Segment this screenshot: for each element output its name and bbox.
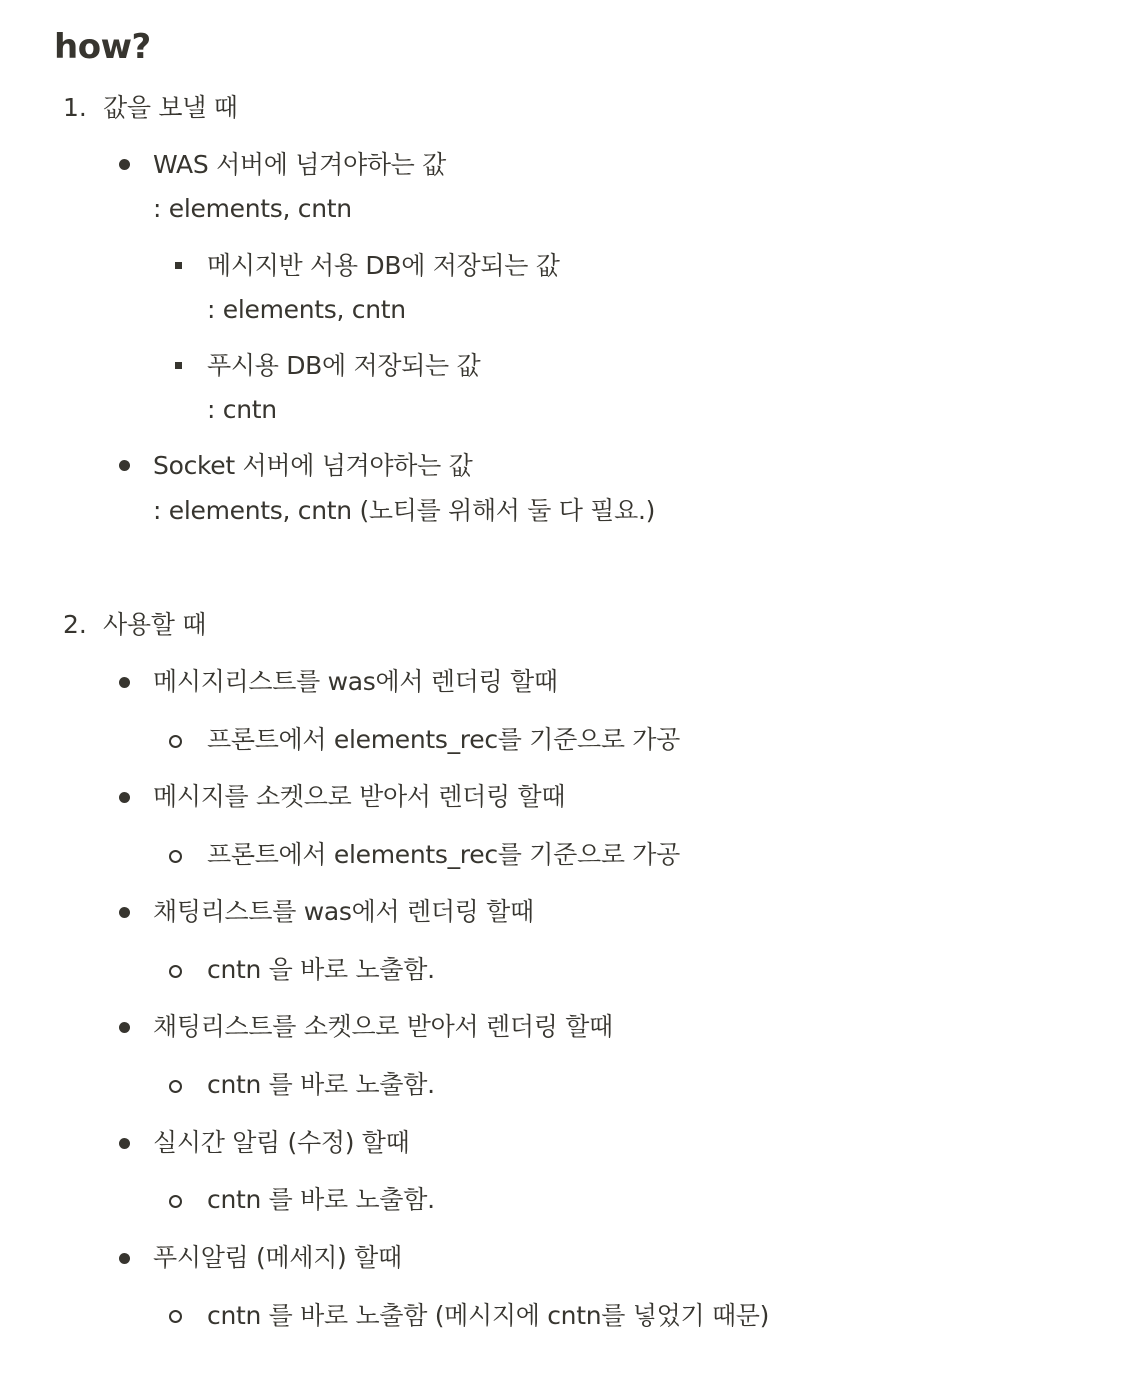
list-item-text: : cntn bbox=[207, 395, 277, 424]
list-item-text: : elements, cntn bbox=[153, 194, 352, 223]
bullet-square bbox=[175, 262, 182, 269]
list-item-text: 채팅리스트를 was에서 렌더링 할때 bbox=[153, 897, 534, 926]
list-item-text: : elements, cntn (노티를 위해서 둘 다 필요.) bbox=[153, 496, 656, 525]
list-item-text: 푸시알림 (메세지) 할때 bbox=[153, 1243, 402, 1272]
section1-title: 값을 보낼 때 bbox=[103, 93, 238, 122]
list-item-text: 메시지를 소켓으로 받아서 렌더링 할때 bbox=[153, 782, 566, 811]
bullet-dot bbox=[119, 677, 130, 688]
bullet-square bbox=[175, 362, 182, 369]
bullet-circle bbox=[169, 735, 182, 748]
bullet-circle bbox=[169, 965, 182, 978]
list-item-text: 프론트에서 elements_rec를 기준으로 가공 bbox=[207, 840, 681, 869]
list-item-text: cntn 을 바로 노출함. bbox=[207, 955, 435, 984]
bullet-dot bbox=[119, 907, 130, 918]
bullet-dot bbox=[119, 1022, 130, 1033]
list-item-text: cntn 를 바로 노출함 (메시지에 cntn를 넣었기 때문) bbox=[207, 1301, 770, 1330]
bullet-circle bbox=[169, 1195, 182, 1208]
bullet-circle bbox=[169, 1310, 182, 1323]
bullet-dot bbox=[119, 792, 130, 803]
list-item-text: : elements, cntn bbox=[207, 295, 406, 324]
list-item-text: 푸시용 DB에 저장되는 값 bbox=[207, 351, 481, 380]
bullet-dot bbox=[119, 460, 130, 471]
list-item-text: WAS 서버에 넘겨야하는 값 bbox=[153, 150, 447, 179]
list-item-text: 채팅리스트를 소켓으로 받아서 렌더링 할때 bbox=[153, 1012, 613, 1041]
list-item-text: Socket 서버에 넘겨야하는 값 bbox=[153, 451, 473, 480]
list-item-text: 메시지리스트를 was에서 렌더링 할때 bbox=[153, 667, 558, 696]
section1-number: 1. bbox=[63, 93, 87, 122]
bullet-dot bbox=[119, 159, 130, 170]
section2-number: 2. bbox=[63, 610, 87, 639]
list-item-text: cntn 를 바로 노출함. bbox=[207, 1070, 435, 1099]
bullet-circle bbox=[169, 850, 182, 863]
section2-title: 사용할 때 bbox=[103, 610, 207, 639]
bullet-dot bbox=[119, 1138, 130, 1149]
bullet-circle bbox=[169, 1080, 182, 1093]
list-item-text: 프론트에서 elements_rec를 기준으로 가공 bbox=[207, 725, 681, 754]
list-item-text: 메시지반 서용 DB에 저장되는 값 bbox=[207, 251, 560, 280]
page-heading: how? bbox=[54, 27, 151, 67]
bullet-dot bbox=[119, 1253, 130, 1264]
list-item-text: 실시간 알림 (수정) 할때 bbox=[153, 1128, 410, 1157]
list-item-text: cntn 를 바로 노출함. bbox=[207, 1185, 435, 1214]
